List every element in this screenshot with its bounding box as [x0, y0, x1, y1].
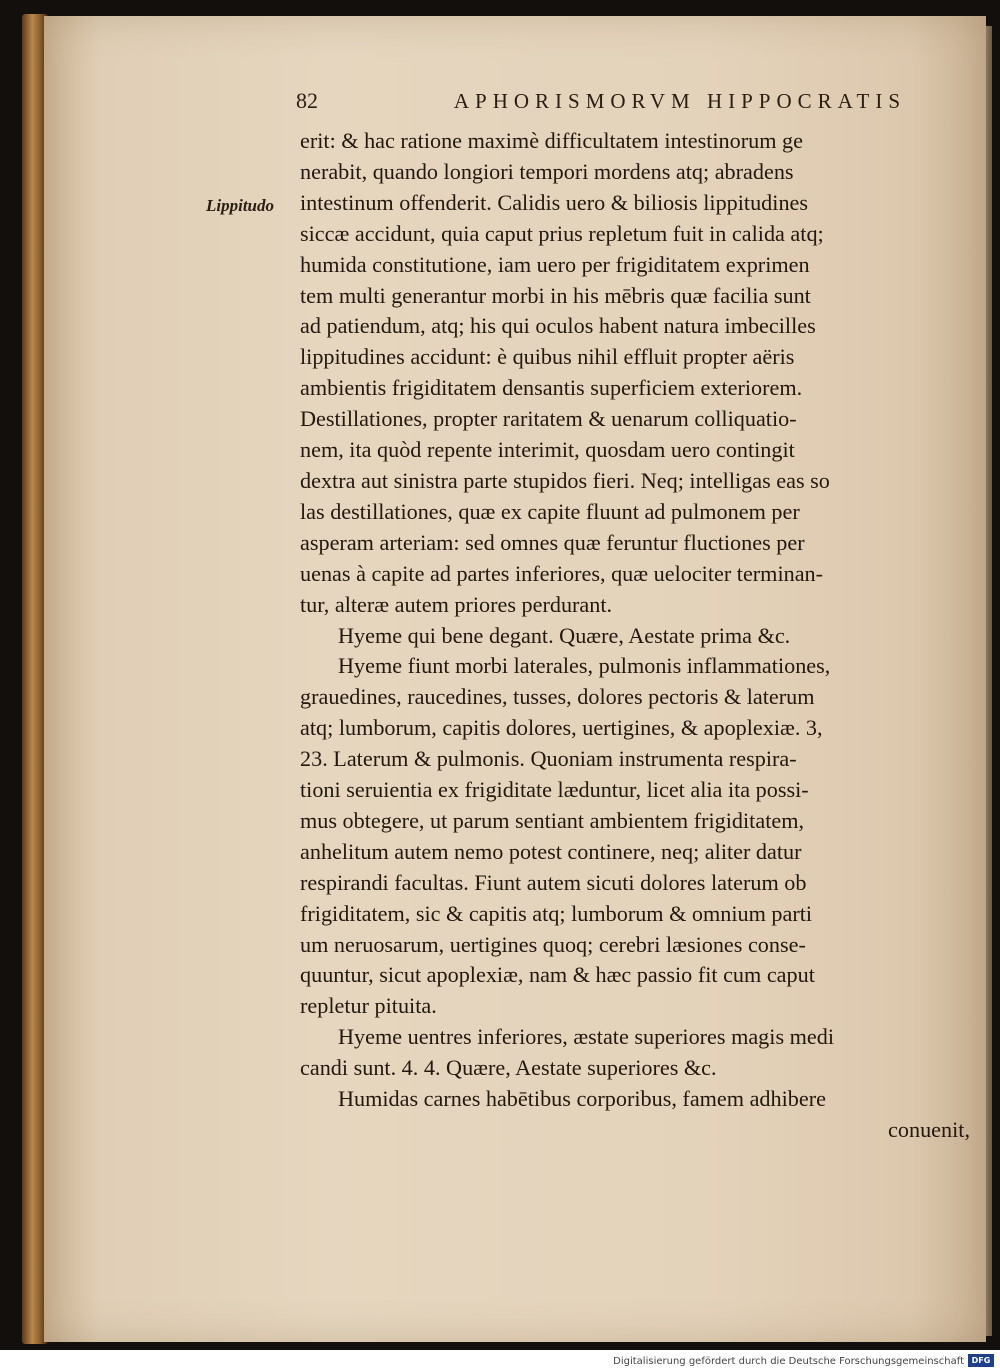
text-line: siccæ accidunt, quia caput prius repletum fuit in calida atq;: [300, 220, 824, 246]
text-line: asperam arteriam: sed omnes quæ feruntur fluctiones per: [300, 529, 805, 555]
text-line: nerabit, quando longiori tempori mordens atq; abradens: [300, 158, 794, 184]
marginal-note: Lippitudo: [206, 196, 275, 215]
text-line: tem multi generantur morbi in his mēbris quæ facilia sunt: [300, 282, 811, 308]
text-line: 23. Laterum & pulmonis. Quoniam instrumenta respira-: [300, 746, 797, 772]
text-line: dextra aut sinistra parte stupidos fieri. Neq; intelligas eas so: [300, 467, 830, 493]
text-line: tioni seruientia ex frigiditate læduntur, licet alia ita possi-: [300, 777, 809, 803]
text-line: tur, alteræ autem priores perdurant.: [300, 591, 613, 617]
paragraph-start-line: Hyeme uentres inferiores, æstate superiores magis medi: [338, 1024, 834, 1050]
running-title: APHORISMORVM HIPPOCRATIS: [453, 89, 906, 113]
text-line: lippitudines accidunt: è quibus nihil effluit propter aëris: [300, 344, 795, 370]
text-line: quuntur, sicut apoplexiæ, nam & hæc passio fit cum caput: [300, 962, 815, 988]
paragraph-start-line: Hyeme qui bene degant. Quære, Aestate prima &c.: [338, 622, 791, 648]
text-line: erit: & hac ratione maximè difficultatem intestinorum ge: [300, 128, 803, 153]
text-line: Destillationes, propter raritatem & uenarum colliquatio-: [300, 406, 797, 432]
text-line: intestinum offenderit. Calidis uero & biliosis lippitudines: [300, 189, 809, 215]
text-line: ambientis frigiditatem densantis superficiem exteriorem.: [300, 375, 803, 401]
text-line: anhelitum autem nemo potest continere, neq; aliter datur: [300, 838, 802, 864]
paragraph-start-line: Humidas carnes habētibus corporibus, famem adhibere: [338, 1086, 826, 1112]
running-head: [296, 88, 906, 114]
text-line: uenas à capite ad partes inferiores, quæ uelociter terminan-: [300, 560, 824, 586]
page-number: 82: [296, 88, 318, 113]
text-line: las destillationes, quæ ex capite fluunt ad pulmonem per: [300, 498, 800, 524]
text-line: ad patiendum, atq; his qui oculos habent natura imbecilles: [300, 313, 816, 339]
catchword: conuenit,: [888, 1117, 970, 1142]
text-line: repletur pituita.: [300, 993, 437, 1019]
text-line: candi sunt. 4. 4. Quære, Aestate superiores &c.: [300, 1055, 717, 1081]
text-line: mus obtegere, ut parum sentiant ambientem frigiditatem,: [300, 807, 805, 833]
text-line: grauedines, raucedines, tusses, dolores pectoris & laterum: [300, 684, 815, 710]
text-line: frigiditatem, sic & capitis atq; lumborum & omnium parti: [300, 900, 813, 926]
footer-credit: Digitalisierung gefördert durch die Deutsche Forschungsgemeinschaft: [613, 1356, 964, 1367]
paragraph-start-line: Hyeme fiunt morbi laterales, pulmonis inflammationes,: [338, 653, 831, 679]
text-line: um neruosarum, uertigines quoq; cerebri læsiones conse-: [300, 931, 806, 957]
dfg-logo: DFG: [968, 1354, 994, 1367]
body-text: [300, 126, 970, 1146]
text-line: nem, ita quòd repente interimit, quosdam uero contingit: [300, 437, 795, 463]
text-line: respirandi facultas. Fiunt autem sicuti dolores laterum ob: [300, 869, 807, 895]
text-line: atq; lumborum, capitis dolores, uertigines, & apoplexiæ. 3,: [300, 715, 823, 741]
text-line: humida constitutione, iam uero per frigiditatem exprimen: [300, 251, 810, 277]
